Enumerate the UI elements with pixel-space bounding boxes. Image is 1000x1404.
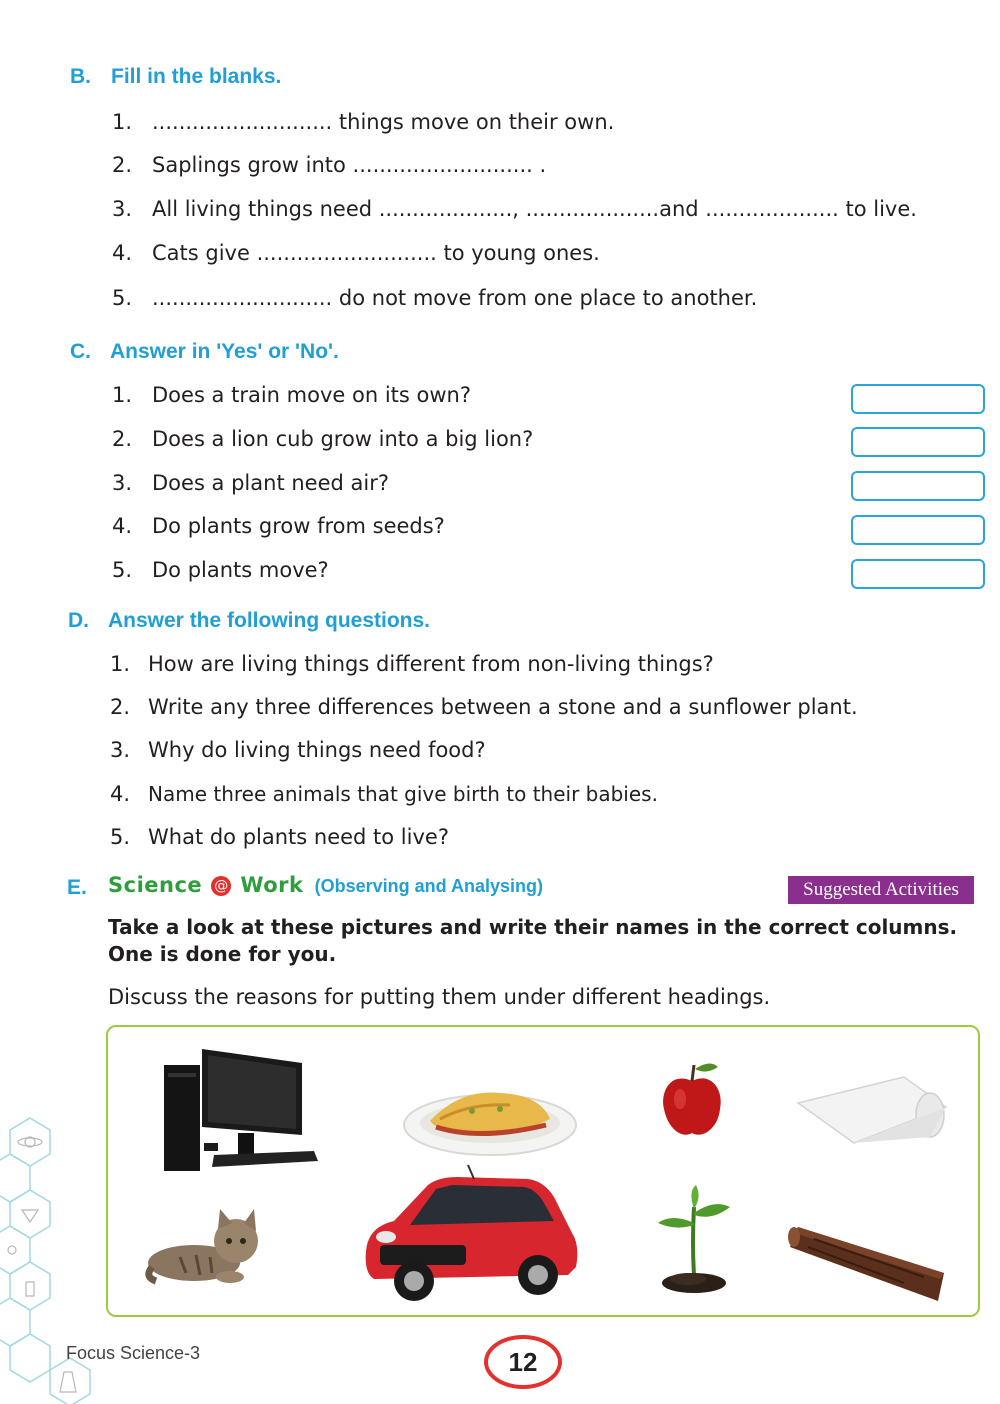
wood-picture xyxy=(784,1217,956,1305)
work-word: Work xyxy=(240,873,304,897)
item-number: 3. xyxy=(112,471,133,495)
item-text: ........................... things move on their own. xyxy=(152,110,615,134)
book-title: Focus Science-3 xyxy=(66,1343,201,1363)
section-c-item-2 xyxy=(112,427,533,451)
item-text: All living things need ...................., ....................and .................... to live. xyxy=(152,197,917,221)
section-b-title: Fill in the blanks. xyxy=(111,65,282,88)
suggested-activities-badge: Suggested Activities xyxy=(788,876,974,904)
section-c-title: Answer in 'Yes' or 'No'. xyxy=(110,340,339,363)
item-text: How are living things different from non-living things? xyxy=(148,652,714,676)
section-d-item-4 xyxy=(110,782,658,806)
page-number: 12 xyxy=(484,1335,562,1389)
item-number: 1. xyxy=(112,383,133,407)
item-number: 4. xyxy=(112,241,133,265)
item-text: Does a lion cub grow into a big lion? xyxy=(152,427,534,451)
science-at-work-heading xyxy=(108,873,543,897)
section-c-item-4 xyxy=(112,514,445,538)
item-text: Write any three differences between a stone and a sunflower plant. xyxy=(148,695,858,719)
answer-box-2[interactable] xyxy=(851,427,985,457)
item-text: Why do living things need food? xyxy=(148,738,486,762)
section-b-item-2 xyxy=(112,153,546,177)
item-number: 4. xyxy=(112,514,133,538)
item-number: 5. xyxy=(112,558,133,582)
cat-picture xyxy=(140,1201,270,1291)
plant-picture xyxy=(648,1183,738,1295)
section-e-letter: E. xyxy=(67,876,87,899)
section-b-item-4 xyxy=(112,241,600,265)
section-b-item-3 xyxy=(112,197,917,221)
item-number: 3. xyxy=(112,197,133,221)
item-text: Do plants grow from seeds? xyxy=(152,514,445,538)
answer-box-1[interactable] xyxy=(851,384,985,414)
section-d-item-2 xyxy=(110,695,858,719)
paper-picture xyxy=(794,1073,954,1149)
item-number: 3. xyxy=(110,738,131,762)
item-number: 2. xyxy=(112,153,133,177)
section-e-subtitle: (Observing and Analysing) xyxy=(314,876,543,896)
item-number: 5. xyxy=(112,286,133,310)
computer-picture xyxy=(154,1043,318,1175)
section-c-item-1 xyxy=(112,383,471,407)
item-text: Name three animals that give birth to their babies. xyxy=(148,782,658,806)
apple-picture xyxy=(660,1057,724,1141)
item-text: Do plants move? xyxy=(152,558,329,582)
item-number: 5. xyxy=(110,825,131,849)
item-text: Does a plant need air? xyxy=(152,471,389,495)
item-text: Cats give ........................... to young ones. xyxy=(152,241,600,265)
answer-box-4[interactable] xyxy=(851,515,985,545)
section-d-letter: D. xyxy=(68,609,89,632)
section-d-item-1 xyxy=(110,652,714,676)
answer-box-3[interactable] xyxy=(851,471,985,501)
section-b-letter: B. xyxy=(70,65,91,88)
section-c-item-5 xyxy=(112,558,329,582)
omelette-picture xyxy=(400,1075,580,1159)
section-b-item-5 xyxy=(112,286,757,310)
item-text: What do plants need to live? xyxy=(148,825,449,849)
section-e-discussion: Discuss the reasons for putting them under different headings. xyxy=(108,985,771,1009)
item-number: 2. xyxy=(112,427,133,451)
section-c-item-3 xyxy=(112,471,389,495)
section-d-title: Answer the following questions. xyxy=(108,609,431,632)
item-number: 1. xyxy=(112,110,133,134)
car-picture xyxy=(358,1163,584,1305)
item-text: Does a train move on its own? xyxy=(152,383,471,407)
item-text: ........................... do not move from one place to another. xyxy=(152,286,758,310)
pictures-panel xyxy=(106,1025,980,1317)
section-d-item-5 xyxy=(110,825,449,849)
section-d-item-3 xyxy=(110,738,486,762)
science-word: Science xyxy=(108,873,203,897)
section-e-instruction: Take a look at these pictures and write their names in the correct columns. One is done for you. xyxy=(108,915,958,966)
item-number: 4. xyxy=(110,782,131,806)
section-b-item-1 xyxy=(112,110,614,134)
item-number: 1. xyxy=(110,652,131,676)
answer-box-5[interactable] xyxy=(851,559,985,589)
at-symbol-icon: @ xyxy=(211,876,231,896)
section-c-letter: C. xyxy=(70,340,91,363)
item-text: Saplings grow into ........................... . xyxy=(152,153,547,177)
item-number: 2. xyxy=(110,695,131,719)
